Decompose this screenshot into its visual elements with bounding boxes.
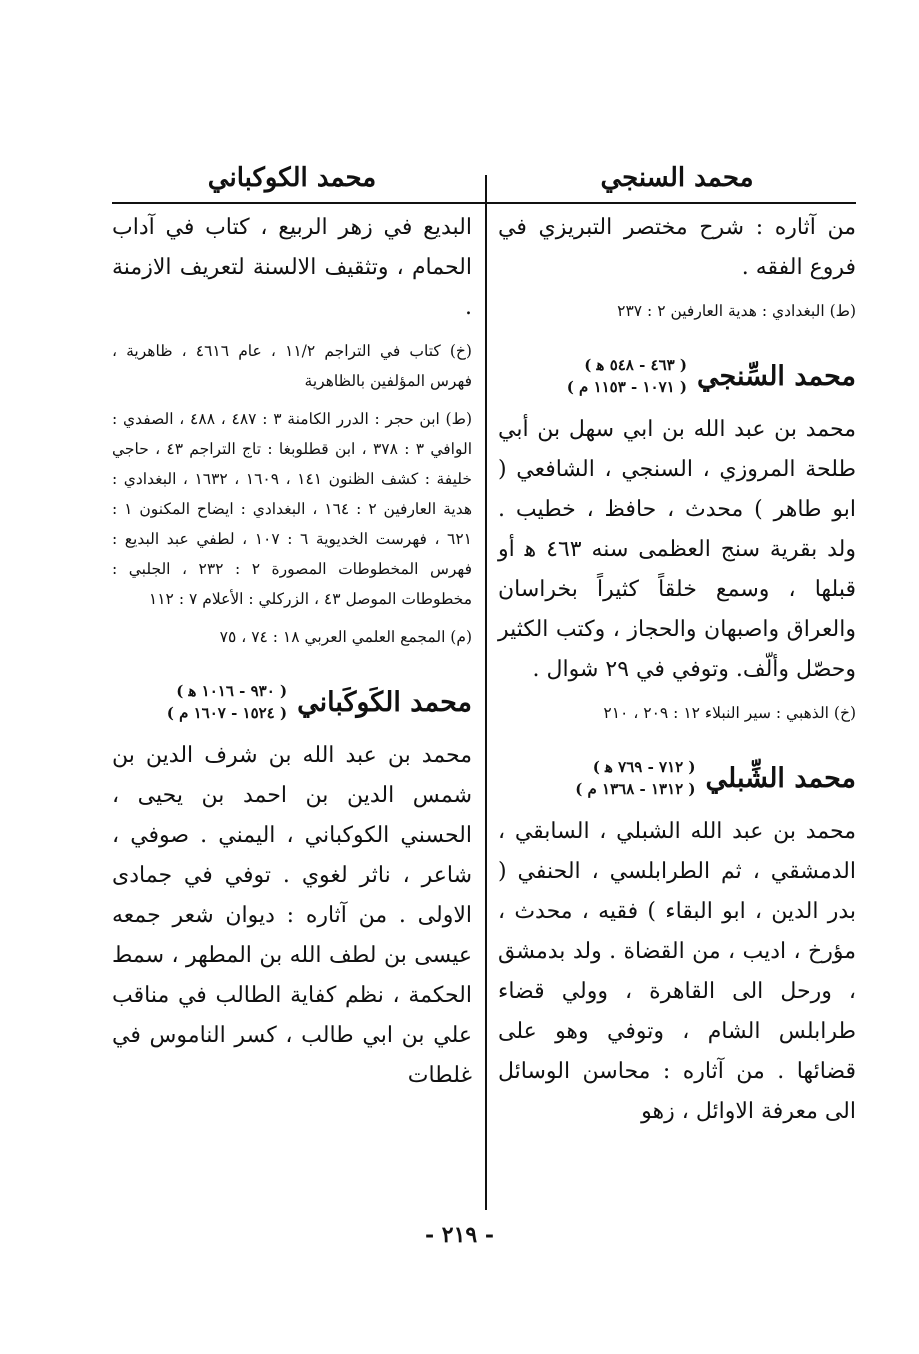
entry-heading-sinji — [498, 354, 856, 398]
column-divider — [485, 175, 487, 1210]
entry-dates-shibli — [575, 756, 695, 800]
page-number: - ٢١٩ - — [424, 1222, 495, 1248]
left-column — [112, 160, 472, 1096]
entry-name-sinji: محمد السِّنجي — [697, 360, 856, 392]
entry-heading-kawkabani — [112, 680, 472, 724]
entry-text-shibli: محمد بن عبد الله الشبلي ، السابقي ، الدمشقي ، ثم الطرابلسي ، الحنفي ( بدر الدين ، ابو البقاء ) فقيه ، محدث ، مؤرخ ، اديب ، من القضاة . ولد بدمشق ، ورحل الى القاهرة ، وولي قضاء طرابلس الشام ، وتوفي وهو على قضائها . من آثاره : محاسن الوسائل الى معرفة الاوائل ، زهو — [498, 819, 856, 1124]
entry-name-kawkabani: محمد الكَوكَباني — [297, 686, 472, 718]
dates-hijri: ( ٩٣٠ - ١٠١٦ ﻫ ) — [176, 682, 288, 700]
entry-text-sinji: محمد بن عبد الله بن ابي سهل بن أبي طلحة المروزي ، السنجي ، الشافعي ( ابو طاهر ) محدث ، حافظ ، خطيب . ولد بقرية سنج العظمى سنه ٤٦٣ ﻫ أو قبلها ، وسمع خلقاً كثيراً بخراسان والعراق واصبهان والحجاز ، وكتب الكثير وحصّل وألّف. وتوفي في ٢٩ شوال . — [498, 417, 856, 682]
left-intro-text: البديع في زهر الربيع ، كتاب في آداب الحمام ، وتثقيف الالسنة لتعريف الازمنة . — [112, 215, 472, 320]
right-column — [498, 160, 856, 1132]
right-intro-text: من آثاره : شرح مختصر التبريزي في فروع الفقه . — [498, 215, 856, 280]
entry-text-kawkabani: محمد بن عبد الله بن شرف الدين بن شمس الدين بن احمد بن يحيى ، الحسني الكوكباني ، اليمني . صوفي ، شاعر ، ناثر لغوي . توفي في جمادى الاولى . من آثاره : ديوان شعر جمعه عيسى بن لطف الله بن المطهر ، سمط الحكمة ، نظم كفاية الطالب في مناقب علي بن ابي طالب ، كسر الناموس في غلطات — [112, 743, 472, 1088]
dates-gregorian: ( ١٣١٢ - ١٣٦٨ م ) — [575, 780, 696, 798]
dates-gregorian: ( ١٠٧١ - ١١٥٣ م ) — [566, 378, 688, 396]
left-note-manuscripts: (خ) كتاب في التراجم ١١/٢ ، عام ٤٦١٦ ، ظاهرية ، فهرس المؤلفين بالظاهرية — [112, 342, 472, 390]
right-intro-note: (ط) البغدادي : هدية العارفين ٢ : ٢٣٧ — [617, 302, 856, 320]
entry-dates-sinji — [567, 354, 687, 398]
dates-hijri: ( ٤٦٣ - ٥٤٨ ﻫ ) — [584, 356, 688, 374]
left-note-journals: (م) المجمع العلمي العربي ١٨ : ٧٤ ، ٧٥ — [219, 628, 472, 646]
entry-dates-kawkabani — [167, 680, 287, 724]
entry-note-sinji: (خ) الذهبي : سير النبلاء ١٢ : ٢٠٩ ، ٢١٠ — [603, 704, 856, 722]
left-note-printed: (ط) ابن حجر : الدرر الكامنة ٣ : ٤٨٧ ، ٤٨٨ ، الصفدي : الوافي ٣ : ٣٧٨ ، ابن قطلوبغا : تاج التراجم ٤٣ ، حاجي خليفة : كشف الظنون ١٤١ ، ١٦٠٩ ، ١٦٣٢ ، البغدادي : هدية العارفين ٢ : ١٦٤ ، البغدادي : ايضاح المكنون ١ : ٦٢١ ، فهرست الخديوية ٦ : ١٠٧ ، لطفي عبد البديع : فهرس المخطوطات المصورة ٢ : ٢٣٢ ، الجلبي : مخطوطات الموصل ٤٣ ، الزركلي : الأعلام ٧ : ١١٢ — [112, 410, 473, 608]
dates-hijri: ( ٧١٢ - ٧٦٩ ﻫ ) — [592, 758, 696, 776]
entry-name-shibli: محمد الشِّبلي — [705, 762, 856, 794]
dates-gregorian: ( ١٥٢٤ - ١٦٠٧ م ) — [166, 704, 288, 722]
entry-heading-shibli — [498, 756, 856, 800]
right-column-header: محمد السنجي — [600, 163, 754, 193]
left-column-header: محمد الكوكباني — [207, 163, 377, 193]
